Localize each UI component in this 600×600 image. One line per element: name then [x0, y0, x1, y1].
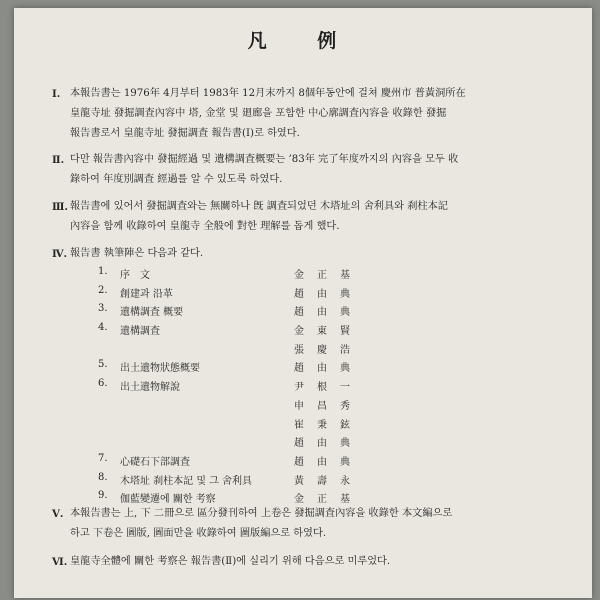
author-row	[98, 416, 518, 435]
section-line: 皇龍寺全體에 關한 考察은 報告書(Ⅱ)에 실리기 위해 다음으로 미루었다.	[70, 556, 391, 567]
item-number: 3.	[98, 303, 108, 315]
section-1	[52, 84, 552, 144]
item-number: 9.	[98, 490, 108, 502]
section-number: Ⅱ.	[52, 154, 65, 166]
author-name: 趙由典	[294, 307, 363, 319]
item-number: 2.	[98, 284, 108, 296]
section-number: Ⅴ.	[52, 508, 64, 520]
author-name: 申昌秀	[294, 400, 363, 412]
author-row	[98, 397, 518, 416]
author-row	[98, 472, 518, 491]
author-row	[98, 322, 518, 341]
item-number: 6.	[98, 378, 108, 390]
author-name: 尹根一	[294, 382, 363, 394]
author-row	[98, 378, 518, 397]
author-name: 趙由典	[294, 456, 363, 468]
section-3	[52, 197, 552, 237]
item-number: 1.	[98, 266, 108, 277]
author-row	[98, 266, 518, 285]
author-name: 趙由典	[294, 438, 363, 450]
section-line: 本報告書는 上, 下 二冊으로 區分發刊하여 上卷은 發掘調査內容을 收錄한 本文編으로	[70, 508, 453, 519]
item-title: 出土遺物狀態概要	[120, 363, 200, 375]
item-title: 遺構調査	[120, 326, 160, 338]
author-name: 金正基	[294, 270, 363, 281]
item-title: 序 文	[120, 270, 150, 281]
author-name: 崔秉鉉	[294, 419, 363, 431]
section-line: 報告書로서 皇龍寺址 發掘調査 報告書(Ⅰ)로 하였다.	[70, 128, 300, 139]
section-number: Ⅰ.	[52, 88, 61, 100]
item-number: 7.	[98, 452, 108, 464]
item-number: 8.	[98, 471, 108, 483]
author-row	[98, 285, 518, 304]
author-row	[98, 303, 518, 322]
author-name: 金正基	[294, 494, 363, 506]
author-row	[98, 359, 518, 378]
page-title: 凡 例	[247, 30, 359, 52]
item-title: 出土遺物解說	[120, 382, 180, 394]
section-line: 內容을 함께 收錄하여 皇龍寺 全般에 對한 理解를 돕게 했다.	[70, 221, 340, 232]
section-number: Ⅵ.	[52, 556, 68, 568]
section-line: 다만 報告書內容中 發掘經過 및 遺構調査概要는 ’83年 完了年度까지의 內容을 모두 收	[70, 154, 459, 165]
author-row	[98, 453, 518, 472]
section-line: 報告書 執筆陣은 다음과 같다.	[70, 248, 204, 259]
item-title: 木塔址 刹柱本記 및 그 舍利具	[120, 475, 253, 487]
section-line: 本報告書는 1976年 4月부터 1983年 12月末까지 8個年동안에 걸쳐 慶州市 普黃洞所在	[70, 88, 466, 99]
authors-list	[98, 266, 518, 509]
section-4	[52, 244, 552, 264]
author-row	[98, 434, 518, 453]
section-line: 報告書에 있어서 發掘調査와는 無關하나 旣 調査되었던 木塔址의 舍利具와 刹柱本記	[70, 201, 448, 212]
item-title: 創建과 沿革	[120, 288, 173, 300]
author-name: 黃壽永	[294, 475, 363, 487]
section-6	[52, 552, 552, 572]
author-name: 趙由典	[294, 288, 363, 300]
author-name: 趙由典	[294, 363, 363, 375]
item-number: 5.	[98, 359, 108, 371]
item-title: 伽藍變遷에 關한 考察	[120, 494, 216, 506]
item-number: 4.	[98, 322, 108, 334]
item-title: 心礎石下部調査	[120, 456, 190, 468]
document-page	[14, 8, 592, 598]
section-line: 하고 下卷은 圖版, 圖面만을 收錄하여 圖版編으로 하였다.	[70, 528, 327, 539]
author-row	[98, 341, 518, 360]
author-name: 金東賢	[294, 326, 363, 338]
author-name: 張慶浩	[294, 344, 363, 356]
section-2	[52, 150, 552, 190]
section-5	[52, 504, 552, 544]
section-line: 皇龍寺址 發掘調査內容中 塔, 金堂 및 廻廊을 포함한 中心廓調査內容을 收錄한 發掘	[70, 108, 447, 119]
section-number: Ⅲ.	[52, 201, 68, 213]
section-number: Ⅳ.	[52, 248, 68, 260]
section-line: 錄하여 年度別調査 經過를 알 수 있도록 하였다.	[70, 174, 283, 185]
item-title: 遺構調査 概要	[120, 307, 184, 319]
